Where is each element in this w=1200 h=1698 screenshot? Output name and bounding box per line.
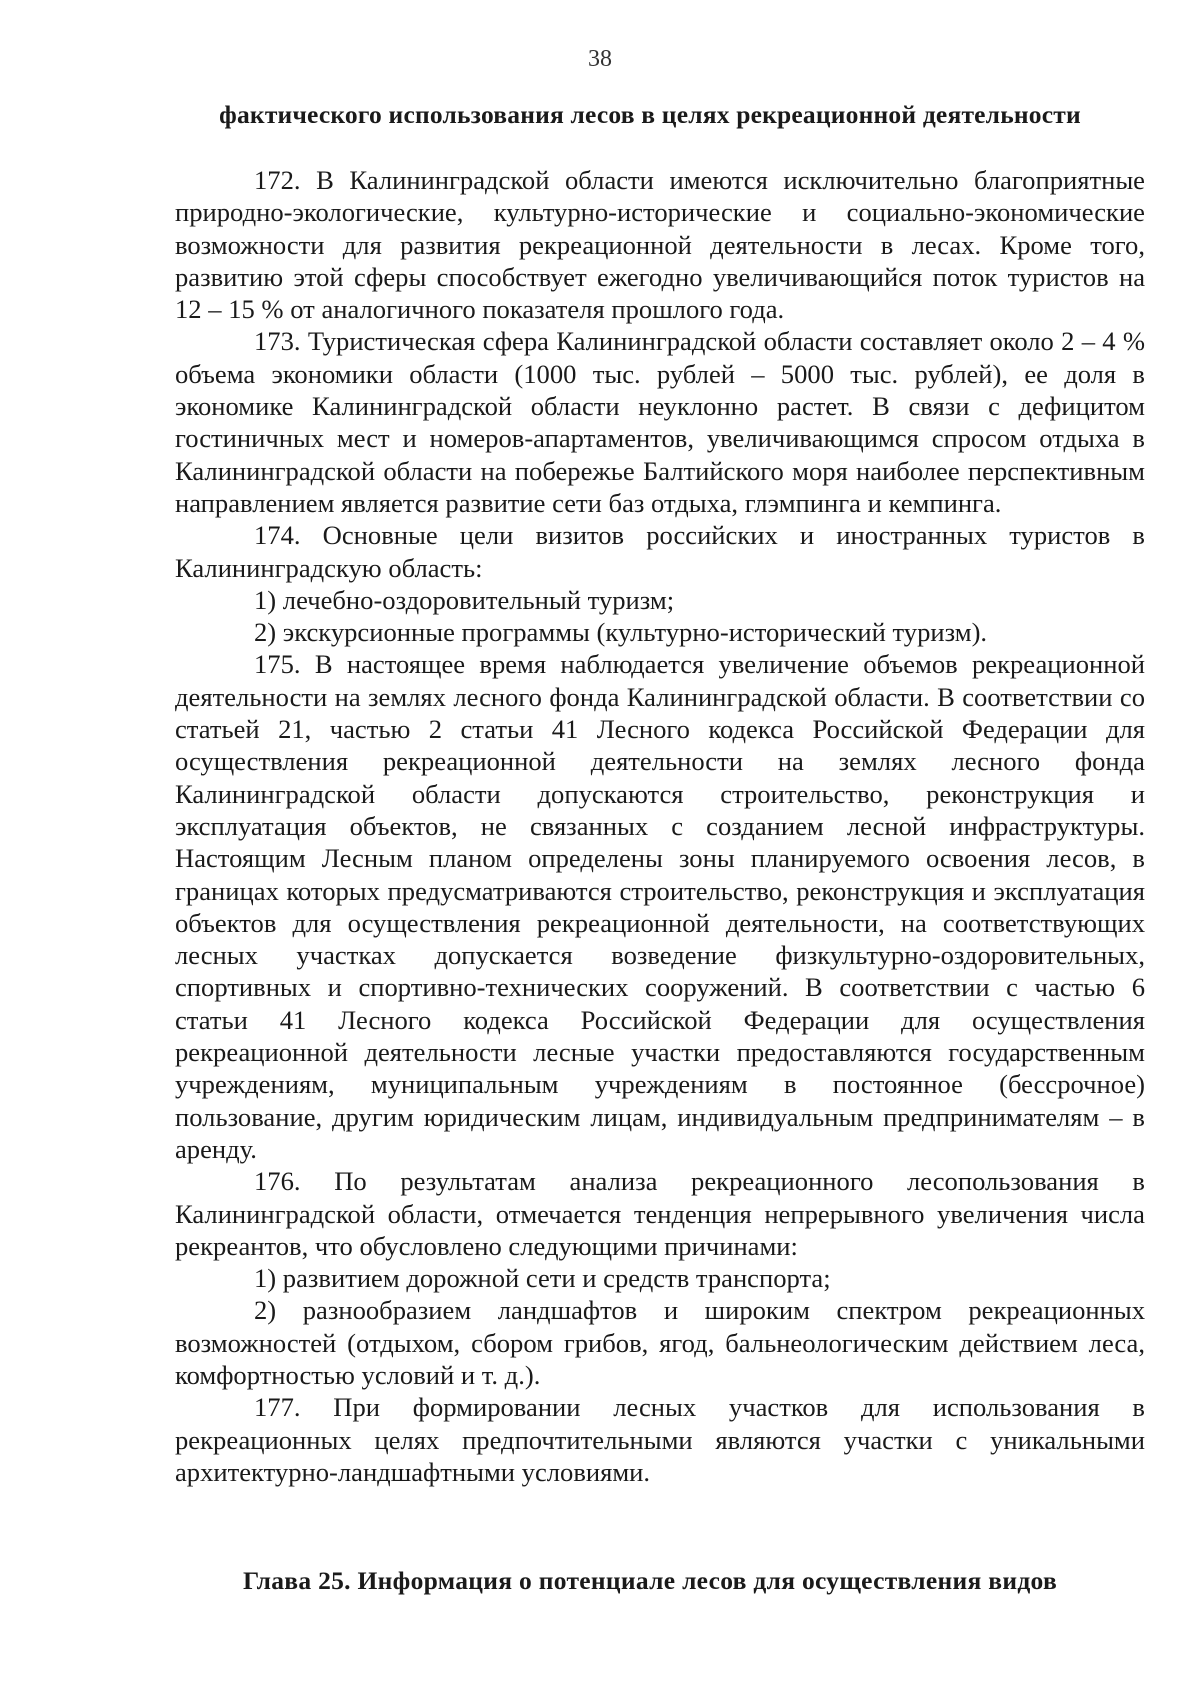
section-heading: фактического использования лесов в целях рекреационной деятельности: [219, 100, 1081, 129]
page-number: 38: [588, 46, 612, 72]
list-item: 1) развитием дорожной сети и средств транспорта;: [254, 1263, 831, 1294]
paragraph-177: 177. При формировании лесных участков для использования в рекреационных целях предпочтительными являются участки с уникальными архитектурно-ландшафтными условиями.: [175, 1392, 1145, 1487]
list-item: 1) лечебно-оздоровительный туризм;: [254, 584, 675, 615]
body-text: [175, 164, 1145, 1488]
paragraph-175: 175. В настоящее время наблюдается увеличение объемов рекреационной деятельности на землях лесного фонда Калининградской области. В соответствии со статьей 21, частью 2 статьи 41 Лесного кодекса Российской Федерации для осуществления рекреационной деятельности на землях лесного фонда Калининградской области допускаются строительство, реконструкция и эксплуатация объектов, не связанных с созданием лесной инфраструктуры. Настоящим Лесным планом определены зоны планируемого освоения лесов, в границах которых предусматриваются строительство, реконструкция и эксплуатация объектов для осуществления рекреационной деятельности, на соответствующих лесных участках допускается возведение физкультурно-оздоровительных, спортивных и спортивно-технических сооружений. В соответствии с частью 6 статьи 41 Лесного кодекса Российской Федерации для осуществления рекреационной деятельности лесные участки предоставляются государственным учреждениям, муниципальным учреждениям в постоянное (бессрочное) пользование, другим юридическим лицам, индивидуальным предпринимателям – в аренду.: [175, 649, 1145, 1164]
list-item: 2) разнообразием ландшафтов и широким спектром рекреационных возможностей (отдыхом, сбором грибов, ягод, бальнеологическим действием леса, комфортностью условий и т. д.).: [175, 1295, 1145, 1390]
chapter-heading: Глава 25. Информация о потенциале лесов для осуществления видов: [242, 1566, 1058, 1595]
paragraph-172: 172. В Калининградской области имеются исключительно благоприятные природно-экологические, культурно-исторические и социально-экономические возможности для развития рекреационной деятельности в лесах. Кроме того, развитию этой сферы способствует ежегодно увеличивающийся поток туристов на 12 – 15 % от аналогичного показателя прошлого года.: [175, 165, 1145, 325]
paragraph-176: 176. По результатам анализа рекреационного лесопользования в Калининградской области, отмечается тенденция непрерывного увеличения числа рекреантов, что обусловлено следующими причинами:: [175, 1166, 1145, 1261]
paragraph-173: 173. Туристическая сфера Калининградской области составляет около 2 – 4 % объема экономики области (1000 тыс. рублей – 5000 тыс. рублей), ее доля в экономике Калининградской области неуклонно растет. В связи с дефицитом гостиничных мест и номеров-апартаментов, увеличивающимся спросом отдыха в Калининградской области на побережье Балтийского моря наиболее перспективным направлением является развитие сети баз отдыха, глэмпинга и кемпинга.: [175, 326, 1145, 518]
list-item: 2) экскурсионные программы (культурно-исторический туризм).: [254, 617, 988, 648]
paragraph-174: 174. Основные цели визитов российских и иностранных туристов в Калининградскую область:: [175, 520, 1145, 583]
